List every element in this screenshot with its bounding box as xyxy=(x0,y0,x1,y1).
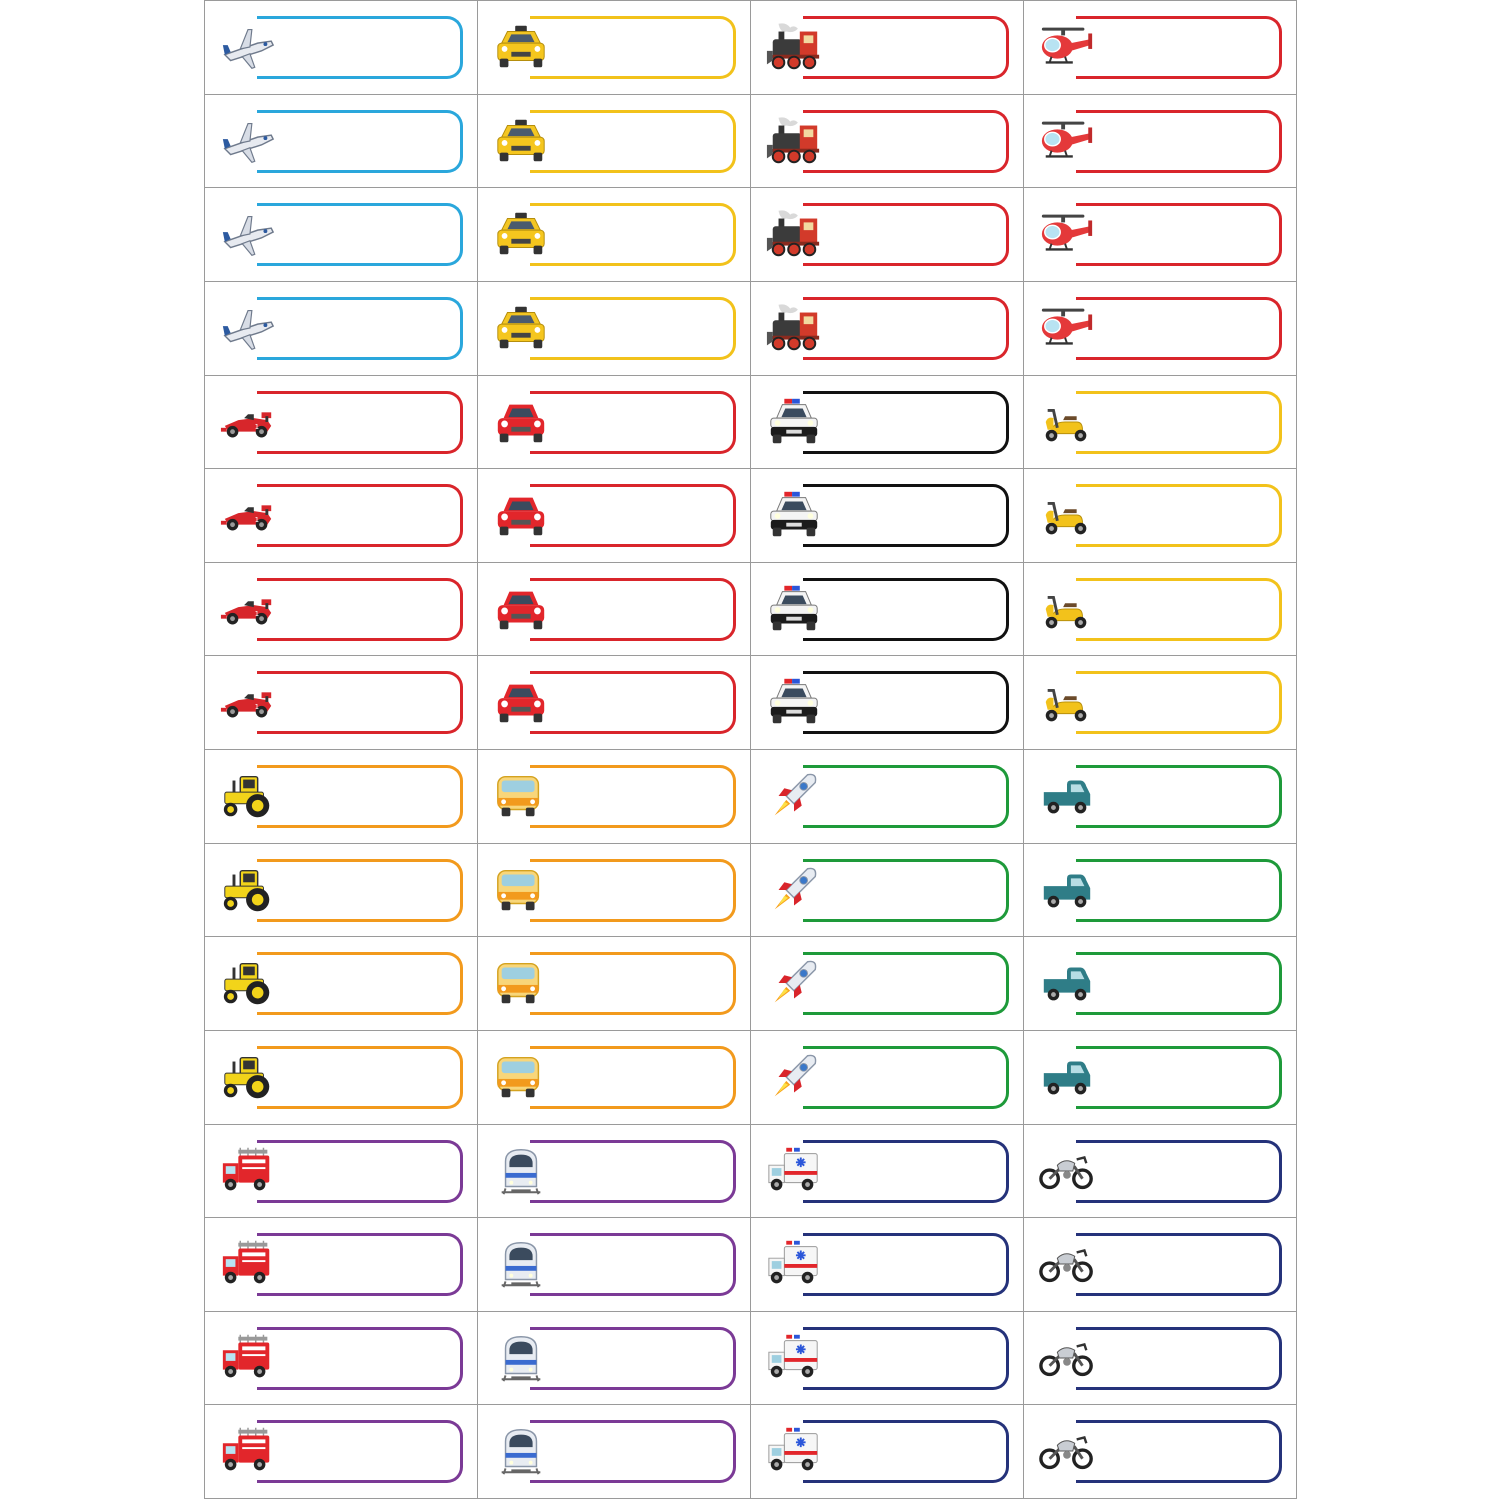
label-write-area xyxy=(1076,578,1282,641)
name-label-cell xyxy=(750,655,1023,749)
label-write-area xyxy=(257,297,463,360)
motorcycle-icon xyxy=(1038,1425,1096,1477)
name-label-cell xyxy=(750,468,1023,562)
name-label-cell xyxy=(1023,468,1296,562)
name-label-cell xyxy=(1023,281,1296,375)
label-write-area xyxy=(1076,203,1282,266)
name-label-cell xyxy=(477,468,750,562)
label-write-area xyxy=(803,1420,1009,1483)
taxi-icon xyxy=(492,21,550,73)
helicopter-icon xyxy=(1038,115,1096,167)
minibus-icon xyxy=(492,864,550,916)
label-write-area xyxy=(1076,1420,1282,1483)
label-write-area xyxy=(530,1327,736,1390)
name-label-cell xyxy=(204,1217,477,1311)
tractor-icon xyxy=(219,770,277,822)
label-write-area xyxy=(530,1233,736,1296)
scooter-icon xyxy=(1038,396,1096,448)
label-write-area xyxy=(530,484,736,547)
name-label-cell xyxy=(750,0,1023,94)
minibus-icon xyxy=(492,770,550,822)
airplane-icon xyxy=(219,115,277,167)
label-write-area xyxy=(530,203,736,266)
label-write-area xyxy=(803,1327,1009,1390)
name-label-cell xyxy=(1023,375,1296,469)
name-label-cell xyxy=(477,281,750,375)
label-write-area xyxy=(803,16,1009,79)
label-write-area xyxy=(530,859,736,922)
label-write-area xyxy=(1076,484,1282,547)
race-car-icon xyxy=(219,676,277,728)
minibus-icon xyxy=(492,1051,550,1103)
name-label-cell xyxy=(1023,1311,1296,1405)
name-label-cell xyxy=(477,843,750,937)
fire-engine-icon xyxy=(219,1332,277,1384)
label-write-area xyxy=(1076,1233,1282,1296)
name-label-cell xyxy=(750,375,1023,469)
label-write-area xyxy=(1076,671,1282,734)
label-write-area xyxy=(1076,297,1282,360)
label-write-area xyxy=(530,1420,736,1483)
name-label-cell xyxy=(204,1311,477,1405)
label-write-area xyxy=(803,110,1009,173)
label-write-area xyxy=(257,1140,463,1203)
label-write-area xyxy=(1076,952,1282,1015)
name-label-cell xyxy=(477,94,750,188)
race-car-icon xyxy=(219,583,277,635)
name-label-cell xyxy=(477,749,750,843)
label-write-area xyxy=(530,671,736,734)
name-label-cell xyxy=(204,281,477,375)
label-write-area xyxy=(1076,859,1282,922)
name-label-cell xyxy=(750,1311,1023,1405)
ambulance-icon xyxy=(765,1145,823,1197)
high-speed-train-icon xyxy=(492,1425,550,1477)
label-write-area xyxy=(257,16,463,79)
label-write-area xyxy=(803,859,1009,922)
taxi-icon xyxy=(492,208,550,260)
ambulance-icon xyxy=(765,1332,823,1384)
name-label-cell xyxy=(204,187,477,281)
name-label-cell xyxy=(204,843,477,937)
minibus-icon xyxy=(492,957,550,1009)
name-label-cell xyxy=(477,1311,750,1405)
label-write-area xyxy=(1076,1140,1282,1203)
name-label-cell xyxy=(750,1124,1023,1218)
helicopter-icon xyxy=(1038,302,1096,354)
airplane-icon xyxy=(219,21,277,73)
scooter-icon xyxy=(1038,676,1096,728)
motorcycle-icon xyxy=(1038,1145,1096,1197)
label-write-area xyxy=(530,1046,736,1109)
label-write-area xyxy=(1076,110,1282,173)
label-write-area xyxy=(257,952,463,1015)
police-car-icon xyxy=(765,676,823,728)
name-label-cell xyxy=(204,1404,477,1498)
label-write-area xyxy=(1076,391,1282,454)
rocket-icon xyxy=(765,770,823,822)
rocket-icon xyxy=(765,957,823,1009)
motorcycle-icon xyxy=(1038,1238,1096,1290)
name-label-cell xyxy=(204,562,477,656)
label-write-area xyxy=(1076,765,1282,828)
name-label-cell xyxy=(750,843,1023,937)
name-label-cell xyxy=(750,187,1023,281)
svg-text:1: 1 xyxy=(254,609,260,618)
label-write-area xyxy=(257,1046,463,1109)
tractor-icon xyxy=(219,864,277,916)
label-write-area xyxy=(254,671,463,734)
name-label-cell xyxy=(204,94,477,188)
label-write-area xyxy=(257,859,463,922)
label-write-area xyxy=(803,765,1009,828)
label-write-area xyxy=(530,110,736,173)
steam-locomotive-icon xyxy=(765,115,823,167)
label-write-area xyxy=(803,1233,1009,1296)
label-write-area xyxy=(530,391,736,454)
name-label-cell xyxy=(750,1030,1023,1124)
ambulance-icon xyxy=(765,1425,823,1477)
high-speed-train-icon xyxy=(492,1238,550,1290)
pickup-truck-icon xyxy=(1038,770,1096,822)
red-car-icon xyxy=(492,396,550,448)
tractor-icon xyxy=(219,957,277,1009)
name-label-cell xyxy=(750,749,1023,843)
name-label-cell xyxy=(204,0,477,94)
name-label-cell xyxy=(204,468,477,562)
name-label-cell xyxy=(1023,1217,1296,1311)
rocket-icon xyxy=(765,864,823,916)
label-write-area xyxy=(257,1327,463,1390)
label-write-area xyxy=(803,1046,1009,1109)
label-write-area xyxy=(530,297,736,360)
name-label-cell xyxy=(477,1217,750,1311)
label-write-area xyxy=(257,1420,463,1483)
name-label-cell xyxy=(477,655,750,749)
svg-text:1: 1 xyxy=(254,703,260,712)
label-write-area xyxy=(1076,1327,1282,1390)
label-write-area xyxy=(254,391,463,454)
police-car-icon xyxy=(765,583,823,635)
label-sheet xyxy=(204,0,1297,1499)
label-write-area xyxy=(803,391,1009,454)
steam-locomotive-icon xyxy=(765,21,823,73)
name-label-cell xyxy=(1023,749,1296,843)
name-label-cell xyxy=(204,1124,477,1218)
label-write-area xyxy=(530,578,736,641)
name-label-cell xyxy=(750,94,1023,188)
label-write-area xyxy=(530,16,736,79)
motorcycle-icon xyxy=(1038,1332,1096,1384)
high-speed-train-icon xyxy=(492,1145,550,1197)
label-write-area xyxy=(803,484,1009,547)
name-label-cell xyxy=(1023,1124,1296,1218)
steam-locomotive-icon xyxy=(765,302,823,354)
label-write-area xyxy=(530,765,736,828)
label-write-area xyxy=(803,297,1009,360)
name-label-cell xyxy=(750,281,1023,375)
police-car-icon xyxy=(765,396,823,448)
name-label-cell xyxy=(477,1124,750,1218)
name-label-cell xyxy=(477,936,750,1030)
label-write-area xyxy=(257,110,463,173)
name-label-cell xyxy=(477,187,750,281)
fire-engine-icon xyxy=(219,1425,277,1477)
tractor-icon xyxy=(219,1051,277,1103)
red-car-icon xyxy=(492,583,550,635)
high-speed-train-icon xyxy=(492,1332,550,1384)
name-label-cell xyxy=(1023,936,1296,1030)
name-label-cell xyxy=(477,1030,750,1124)
svg-text:1: 1 xyxy=(254,422,260,431)
label-write-area xyxy=(257,1233,463,1296)
name-label-cell xyxy=(477,562,750,656)
pickup-truck-icon xyxy=(1038,1051,1096,1103)
airplane-icon xyxy=(219,302,277,354)
rocket-icon xyxy=(765,1051,823,1103)
label-write-area xyxy=(530,1140,736,1203)
label-write-area xyxy=(803,952,1009,1015)
name-label-cell xyxy=(750,936,1023,1030)
label-write-area xyxy=(257,203,463,266)
name-label-cell xyxy=(1023,1404,1296,1498)
name-label-cell xyxy=(750,1404,1023,1498)
name-label-cell xyxy=(750,1217,1023,1311)
race-car-icon xyxy=(219,396,277,448)
red-car-icon xyxy=(492,676,550,728)
label-write-area xyxy=(803,1140,1009,1203)
name-label-cell xyxy=(750,562,1023,656)
name-label-cell xyxy=(1023,562,1296,656)
scooter-icon xyxy=(1038,583,1096,635)
scooter-icon xyxy=(1038,489,1096,541)
name-label-cell xyxy=(204,1030,477,1124)
pickup-truck-icon xyxy=(1038,957,1096,1009)
taxi-icon xyxy=(492,115,550,167)
label-write-area xyxy=(257,765,463,828)
red-car-icon xyxy=(492,489,550,541)
label-write-area xyxy=(530,952,736,1015)
pickup-truck-icon xyxy=(1038,864,1096,916)
helicopter-icon xyxy=(1038,208,1096,260)
name-label-cell xyxy=(204,936,477,1030)
name-label-cell xyxy=(1023,1030,1296,1124)
ambulance-icon xyxy=(765,1238,823,1290)
name-label-cell xyxy=(1023,94,1296,188)
race-car-icon xyxy=(219,489,277,541)
airplane-icon xyxy=(219,208,277,260)
label-write-area xyxy=(803,578,1009,641)
name-label-cell xyxy=(1023,655,1296,749)
label-write-area xyxy=(1076,16,1282,79)
fire-engine-icon xyxy=(219,1238,277,1290)
helicopter-icon xyxy=(1038,21,1096,73)
label-write-area xyxy=(1076,1046,1282,1109)
name-label-cell xyxy=(477,375,750,469)
label-write-area xyxy=(254,578,463,641)
label-write-area xyxy=(803,671,1009,734)
name-label-cell xyxy=(477,0,750,94)
name-label-cell xyxy=(477,1404,750,1498)
fire-engine-icon xyxy=(219,1145,277,1197)
label-write-area xyxy=(254,484,463,547)
name-label-cell xyxy=(204,655,477,749)
steam-locomotive-icon xyxy=(765,208,823,260)
taxi-icon xyxy=(492,302,550,354)
name-label-cell xyxy=(1023,187,1296,281)
label-write-area xyxy=(803,203,1009,266)
name-label-cell xyxy=(204,375,477,469)
name-label-cell xyxy=(1023,0,1296,94)
police-car-icon xyxy=(765,489,823,541)
name-label-cell xyxy=(204,749,477,843)
svg-text:1: 1 xyxy=(254,515,260,524)
name-label-cell xyxy=(1023,843,1296,937)
